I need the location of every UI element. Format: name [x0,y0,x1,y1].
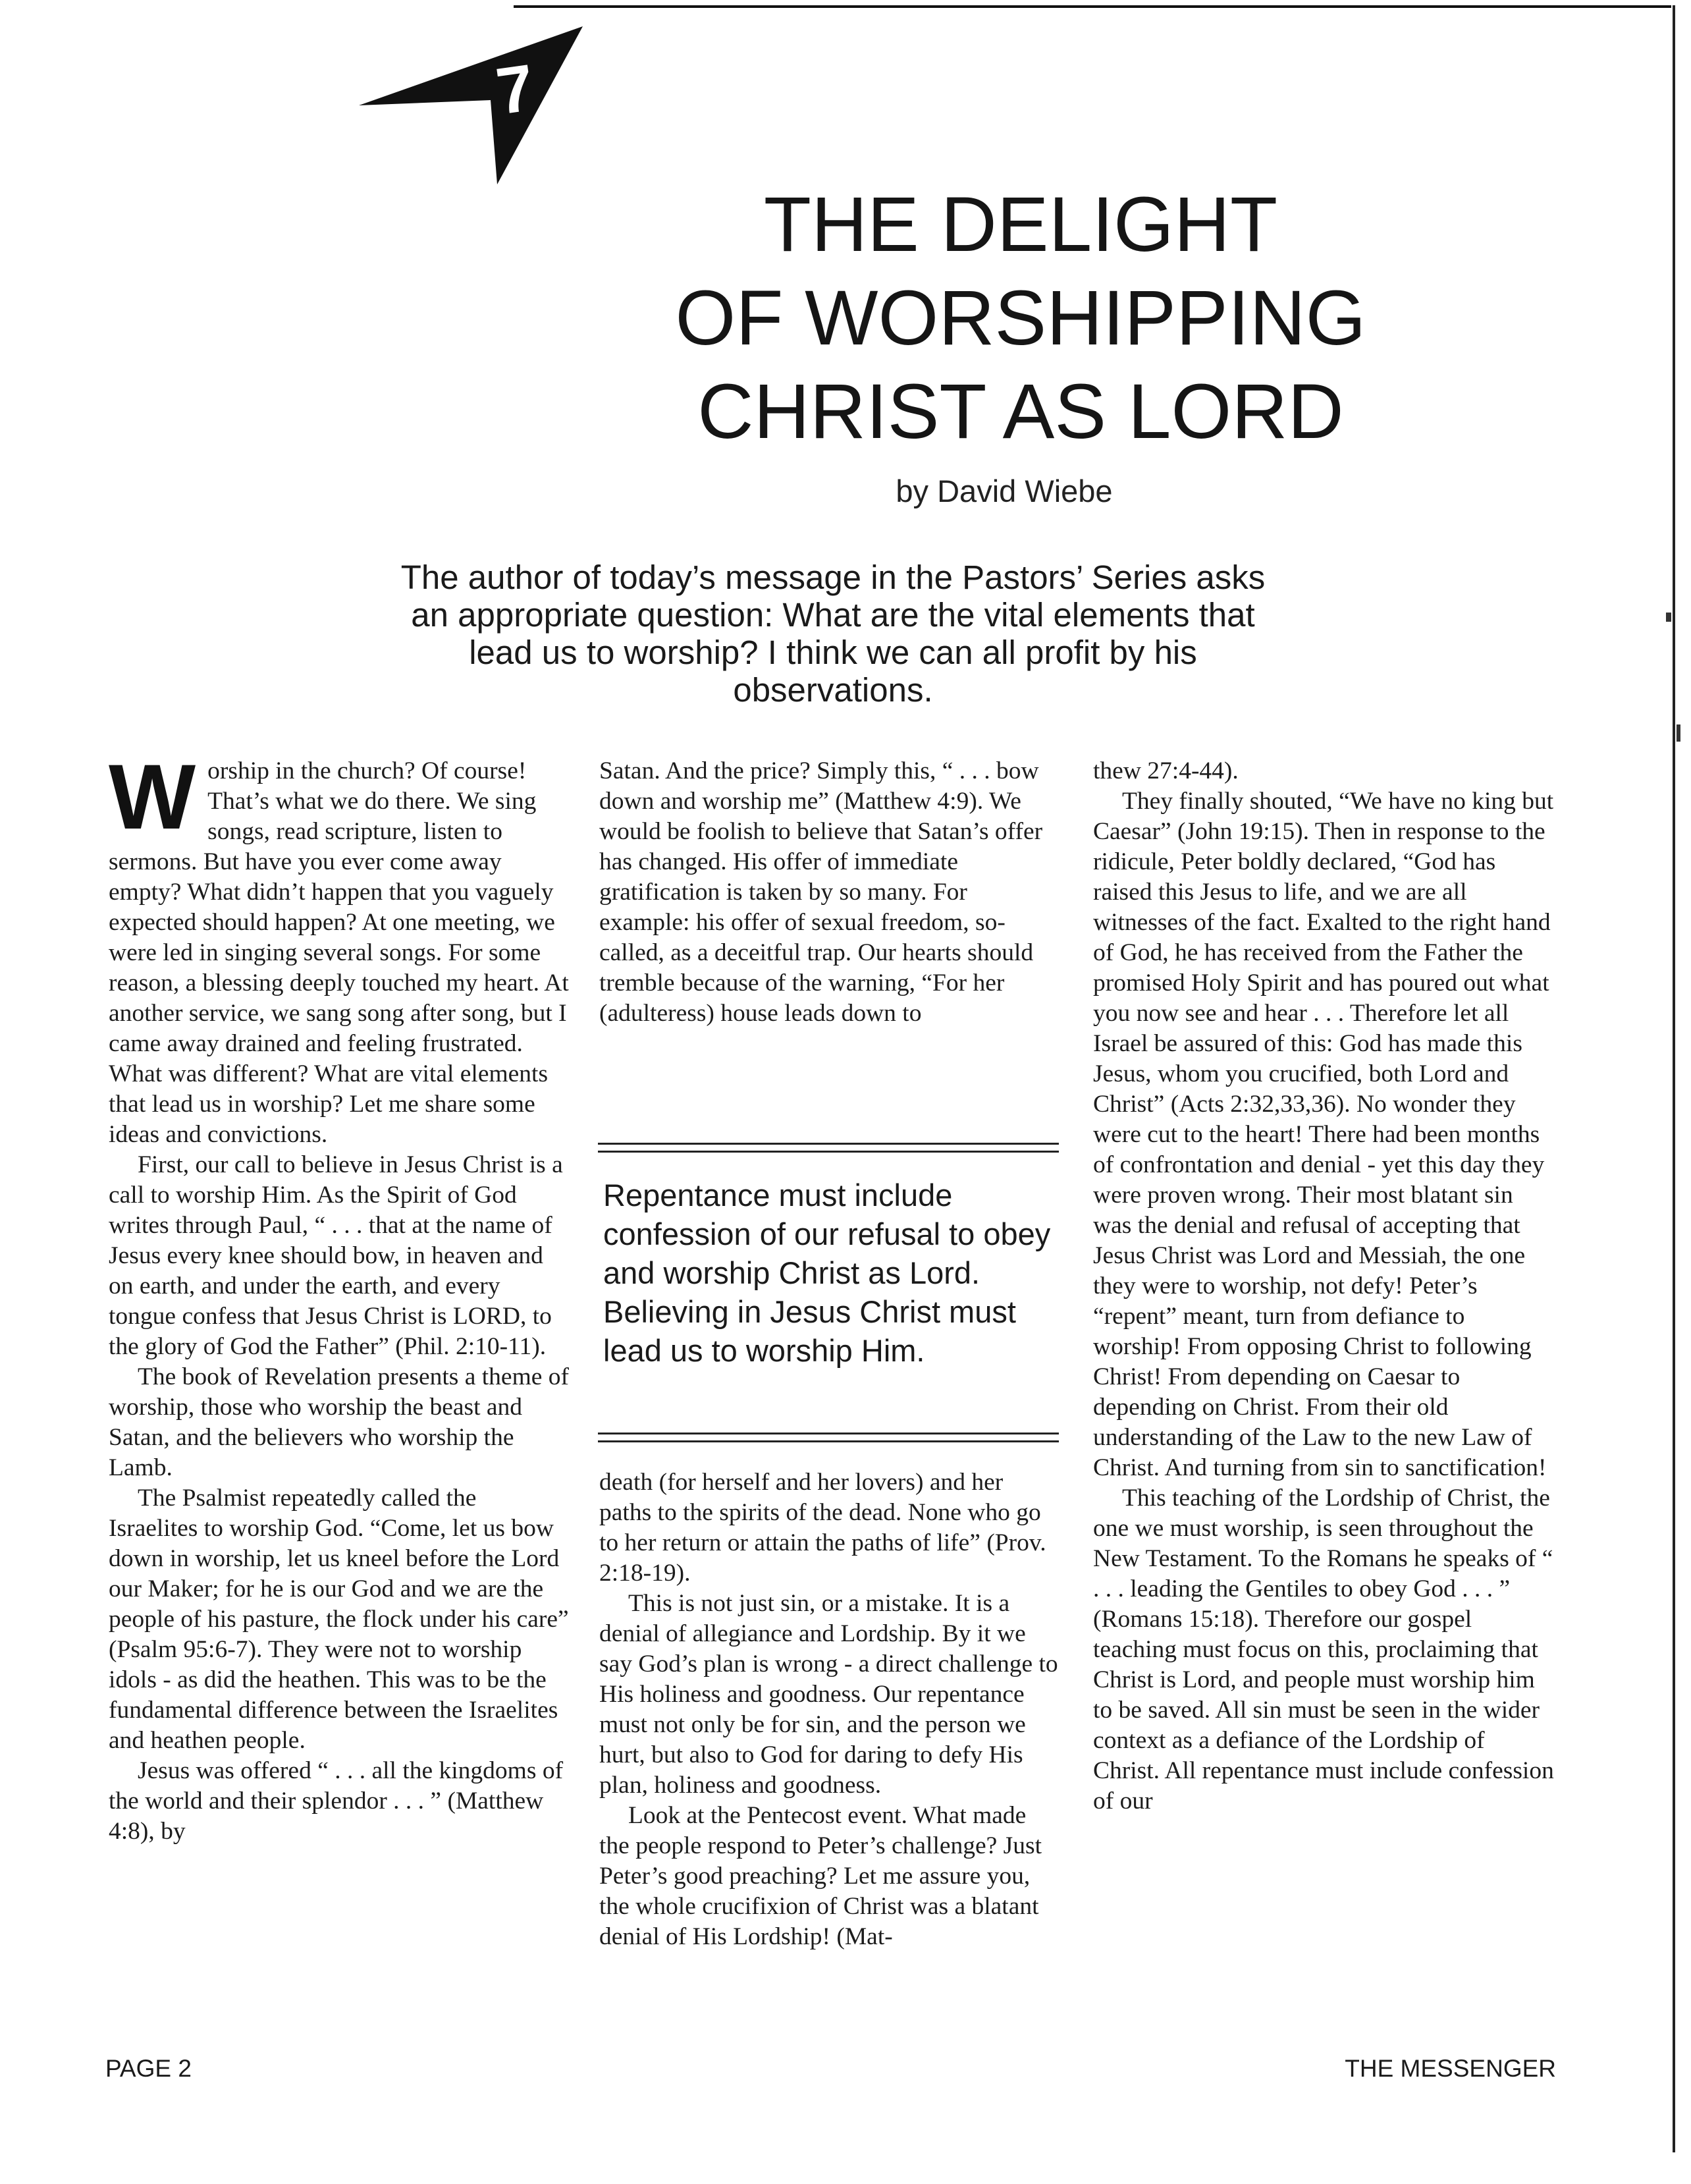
col2b-paragraph-3: Look at the Pentecost event. What made the people respond to Peter’s challenge? Just Peter’s good preaching? Let me assure you, the whole crucifixion of Christ was a blatant denial of His Lordship! (Mat- [599,1802,1042,1950]
pull-quote: Repentance must include confession of our refusal to obey and worship Christ as Lord. Believing in Jesus Christ must lead us to worship Him. [603,1178,1051,1368]
page-number: PAGE 2 [105,2055,192,2082]
page-top-border [514,5,1671,8]
col2b-paragraph-1: death (for herself and her lovers) and her paths to the spirits of the dead. None who go to her return or attain the paths of life” (Prov. 2:18-19). [599,1469,1046,1587]
scan-mark [1677,724,1680,742]
col1-paragraph-5: Jesus was offered “ . . . all the kingdoms of the world and their splendor . . . ” (Matthew 4:8), by [109,1757,564,1845]
col3-paragraph-1: thew 27:4-44). [1093,757,1239,784]
drop-cap: W [109,745,196,848]
title-line-1: THE DELIGHT [763,181,1278,268]
pull-quote-top-rule [598,1143,1059,1153]
col1-paragraph-1 [109,745,570,1150]
title-line-2: OF WORSHIPPING [675,275,1366,362]
col2-paragraph-1: Satan. And the price? Simply this, “ . . . bow down and worship me” (Matthew 4:9). We would be foolish to believe that Satan’s offer has changed. His offer of immediate gratification is taken by so many. For example: his offer of sexual freedom, so-called, as a deceitful trap. Our hearts should tremble because of the warning, “For her (adulteress) house leads down to [599,757,1043,1027]
col3-paragraph-3: This teaching of the Lordship of Christ, the one we must worship, is seen throughout the New Testament. To the Romans he speaks of “ . . . leading the Gentiles to obey God . . . ” (Romans 15:18). Therefore our gospel teaching must focus on this, proclaiming that Christ is Lord, and people must worship him to be saved. All sin must be seen in the wider context as a defiance of the Lordship of Christ. All repentance must include confession of our [1093,1485,1554,1815]
col2b-paragraph-2: This is not just sin, or a mistake. It is a denial of allegiance and Lordship. By it we say God’s plan is wrong - a direct challenge to His holiness and goodness. Our repentance must not only be for sin, and the person we hurt, but also to God for daring to defy His plan, holiness and goodness. [599,1590,1058,1799]
col1-paragraph-3: The book of Revelation presents a theme of worship, those who worship the beast and Satan, and the believers who worship the Lamb. [109,1363,570,1481]
page-right-border [1673,5,1675,2152]
col1-paragraph-2: First, our call to believe in Jesus Christ is a call to worship Him. As the Spirit of God writes through Paul, “ . . . that at the name of Jesus every knee should bow, in heaven and on earth, and under the earth, and every tongue confess that Jesus Christ is LORD, to the glory of God the Father” (Phil. 2:10-11). [109,1151,563,1360]
column-1 [109,745,570,1847]
pull-quote-box [598,1143,1059,1456]
article-title [593,178,1449,458]
chapter-banner [359,26,583,184]
col3-paragraph-2: They finally shouted, “We have no king but Caesar” (John 19:15). Then in response to the ridicule, Peter boldly declared, “God has raised this Jesus to life, and we are all witnesses of the fact. Exalted to the right hand of God, he has received from the Father the promised Holy Spirit and has poured out what you now see and hear . . . Therefore let all Israel be assured of this: God has made this Jesus, whom you crucified, both Lord and Christ” (Acts 2:32,33,36). No wonder they were cut to the heart! There had been months of confrontation and denial - yet this day they were proven wrong. Their most blatant sin was the denial and refusal of accepting that Jesus Christ was Lord and Messiah, the one they were to worship, not defy! Peter’s “repent” meant, turn from defiance to worship! From opposing Christ to following Christ! From depending on Caesar to depending on Christ. From their old understanding of the Law to the new Law of Christ. And turning from sin to sanctification! [1093,788,1554,1481]
col1-paragraph-1-text: orship in the church? Of course! That’s what we do there. We sing songs, read scripture, listen to sermons. But have you ever come away empty? What didn’t happen that you vaguely expected should happen? At one meeting, we were led in singing several songs. For some reason, a blessing deeply touched my heart. At another service, we sang song after song, but I came away drained and feeling frustrated. What was different? What are vital elements that lead us in worship? Let me share some ideas and convictions. [109,757,569,1148]
scan-mark [1666,613,1671,622]
col1-paragraph-4: The Psalmist repeatedly called the Israelites to worship God. “Come, let us bow down in worship, let us kneel before the Lord our Maker; for he is our God and we are the people of his pasture, the flock under his care” (Psalm 95:6-7). They were not to worship idols - as did the heathen. This was to be the fundamental difference between the Israelites and heathen people. [109,1485,569,1754]
title-line-3: CHRIST AS LORD [697,368,1344,455]
column-3 [1093,756,1554,1816]
column-2-top [599,756,1060,1029]
intro-paragraph: The author of today’s message in the Pastors’ Series asks an appropriate question: What are the vital elements that lead us to worship? I think we can all profit by his observations. [400,559,1266,709]
chapter-number: 7 [492,50,539,129]
pull-quote-bottom-rule [598,1433,1059,1442]
column-2-bottom [599,1467,1060,1952]
banner-shape [359,26,583,184]
publication-name: THE MESSENGER [1345,2055,1556,2082]
byline: by David Wiebe [896,474,1113,508]
